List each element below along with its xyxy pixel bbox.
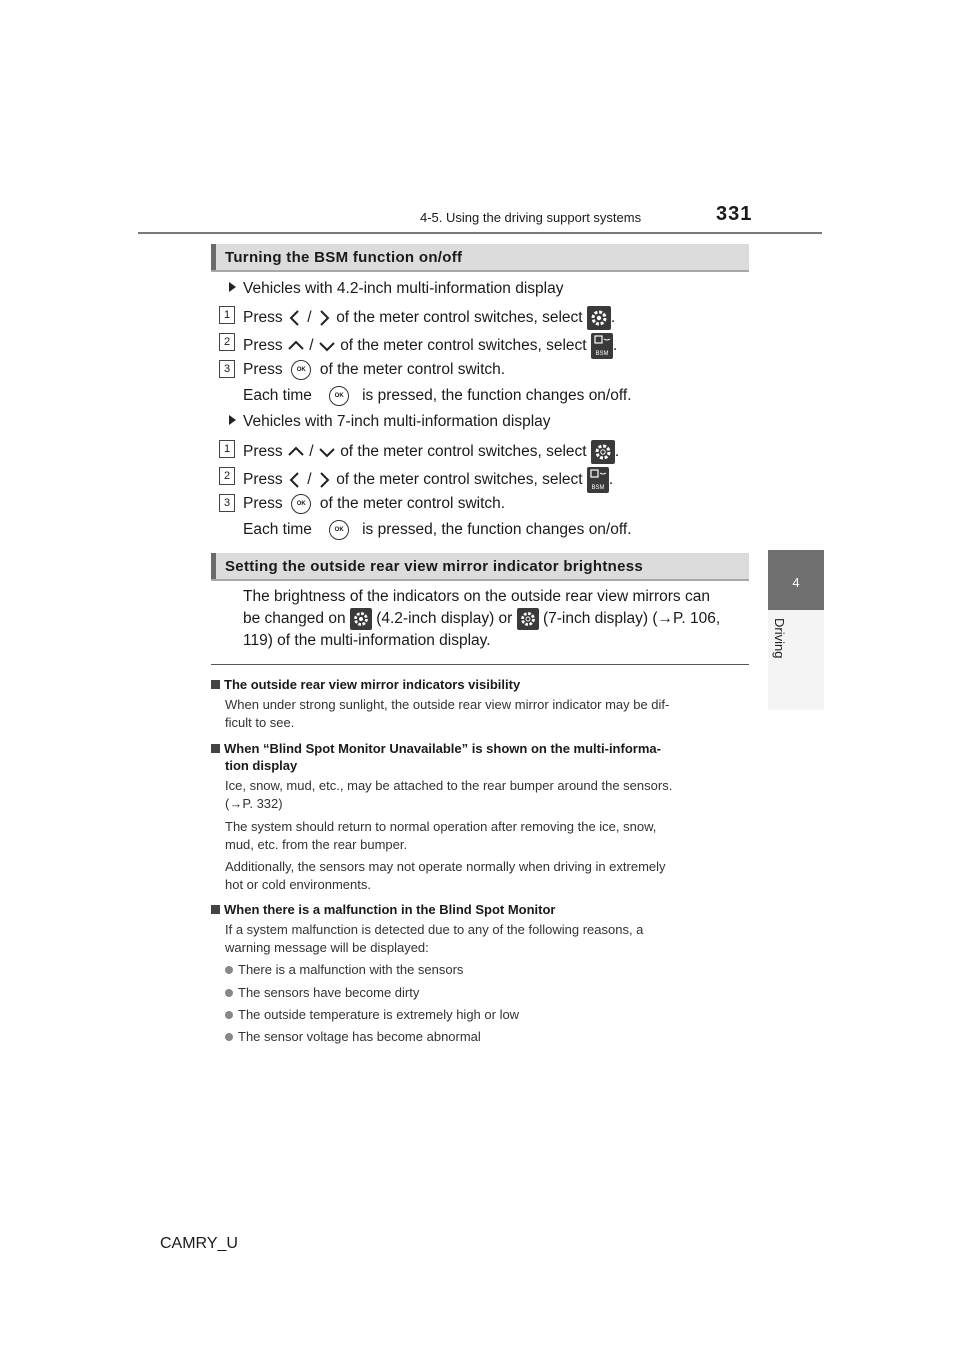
step-3-line: Press OK of the meter control switch. [243,495,506,513]
chevron-left-icon [287,471,303,489]
circle-bullet-icon [225,989,233,997]
each-time-line: Each time OK is pressed, the function changes on/off. [243,521,632,539]
group-title-4-2-inch: Vehicles with 4.2-inch multi-information display [229,280,563,298]
note-title: When “Blind Spot Monitor Unavailable” is shown on the multi-informa- tion display [211,740,751,774]
settings-gear-icon [591,440,615,464]
section-heading-text: Setting the outside rear view mirror indicator brightness [225,558,644,575]
running-header-section-title: 4-5. Using the driving support systems [420,210,642,225]
chevron-down-icon [318,338,336,354]
note-body: Ice, snow, mud, etc., may be attached to the rear bumper around the sensors. (→P. 332) [225,778,673,811]
circle-bullet-icon [225,1011,233,1019]
step-2-line: Press / of the meter control switches, select BSM . [243,333,617,359]
chevron-up-icon [287,338,305,354]
circle-bullet-icon [225,1033,233,1041]
paragraph-line: The brightness of the indicators on the outside rear view mirrors can [243,588,710,605]
each-time-line: Each time OK is pressed, the function changes on/off. [243,387,632,405]
step-number-box: 3 [219,494,235,512]
triangle-bullet-icon [229,282,236,292]
note-body: The system should return to normal operation after removing the ice, snow, mud, etc. from the rear bumper. [225,819,657,852]
paragraph-line: be changed on (4.2-inch display) or (7-inch display) (→P. 106, [243,608,746,630]
list-item: The sensor voltage has become abnormal [225,1029,481,1044]
group-title-7-inch: Vehicles with 7-inch multi-information display [229,413,551,431]
ok-button-icon: OK [329,520,349,540]
brightness-paragraph [243,586,746,652]
notes-separator [211,664,749,665]
list-item: The sensors have become dirty [225,985,419,1000]
footer-model-code: CAMRY_U [160,1235,238,1252]
bsm-icon [587,467,609,493]
step-number-box: 1 [219,306,235,324]
step-number-box: 2 [219,333,235,351]
settings-gear-icon [350,608,372,630]
step-1-line: Press / of the meter control switches, select . [243,306,615,330]
step-1-line: Press / of the meter control switches, select . [243,440,619,464]
page-number: 331 [716,203,753,225]
square-bullet-icon [211,905,220,914]
square-bullet-icon [211,744,220,753]
ok-button-icon: OK [329,386,349,406]
bsm-icon [591,333,613,359]
chapter-tab-number: 4 [792,575,800,590]
circle-bullet-icon [225,966,233,974]
chapter-tab-label: Driving [772,618,787,659]
paragraph-line: 119) of the multi-information display. [243,632,491,650]
list-item: There is a malfunction with the sensors [225,962,463,977]
settings-gear-icon [587,306,611,330]
note-title: The outside rear view mirror indicators visibility [211,676,751,693]
header-rule [138,232,822,234]
chevron-down-icon [318,444,336,460]
ok-button-icon: OK [291,360,311,380]
section-heading-mirror-brightness [211,553,749,581]
step-3-line: Press OK of the meter control switch. [243,361,506,379]
chevron-right-icon [316,309,332,327]
svg-text:BSM: BSM [595,351,609,357]
step-number-box: 1 [219,440,235,458]
ok-button-icon: OK [291,494,311,514]
section-heading-text: Turning the BSM function on/off [225,249,463,266]
note-body: When under strong sunlight, the outside rear view mirror indicator may be dif- ficult to see. [225,697,670,730]
step-number-box: 2 [219,467,235,485]
section-heading-bsm-onoff [211,244,749,272]
chevron-up-icon [287,444,305,460]
note-body: If a system malfunction is detected due to any of the following reasons, a warning message will be displayed: [225,922,644,955]
step-number-box: 3 [219,360,235,378]
list-item: The outside temperature is extremely high or low [225,1007,519,1022]
square-bullet-icon [211,680,220,689]
chevron-left-icon [287,309,303,327]
settings-gear-icon [517,608,539,630]
note-title: When there is a malfunction in the Blind Spot Monitor [211,901,751,918]
note-body: Additionally, the sensors may not operate normally when driving in extremely hot or cold environments. [225,859,666,892]
chevron-right-icon [316,471,332,489]
triangle-bullet-icon [229,415,236,425]
svg-text:BSM: BSM [591,485,605,491]
arrow-reference-icon: → [657,610,673,628]
arrow-reference-icon: → [229,796,243,811]
step-2-line: Press / of the meter control switches, select BSM . [243,467,613,493]
